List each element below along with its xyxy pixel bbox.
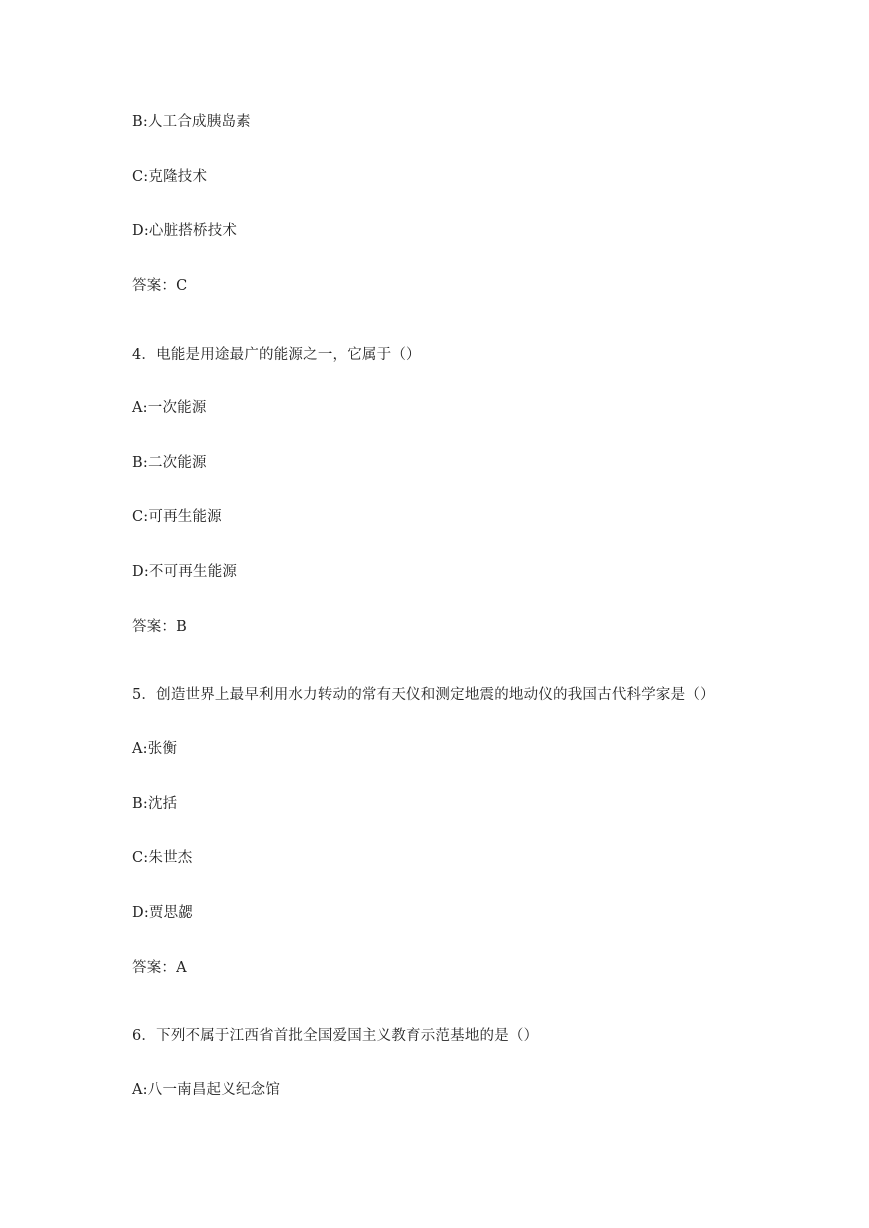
- option-c-q4: C:可再生能源: [132, 509, 222, 525]
- option-b-q3: B:人工合成胰岛素: [132, 114, 251, 130]
- option-a-q5: A:张衡: [132, 741, 178, 757]
- option-d-q5: D:贾思勰: [132, 905, 194, 921]
- question-5: 5．创造世界上最早利用水力转动的常有天仪和测定地震的地动仪的我国古代科学家是（）: [132, 687, 715, 703]
- option-c-q3: C:克隆技术: [132, 169, 208, 185]
- option-d-q3: D:心脏搭桥技术: [132, 223, 238, 239]
- question-6: 6．下列不属于江西省首批全国爱国主义教育示范基地的是（）: [132, 1028, 539, 1044]
- option-b-q4: B:二次能源: [132, 455, 207, 471]
- answer-q4: 答案：B: [132, 619, 187, 635]
- option-c-q5: C:朱世杰: [132, 850, 193, 866]
- option-b-q5: B:沈括: [132, 796, 178, 812]
- answer-q5: 答案：A: [132, 960, 187, 976]
- option-a-q4: A:一次能源: [132, 400, 207, 416]
- option-d-q4: D:不可再生能源: [132, 564, 238, 580]
- option-a-q6: A:八一南昌起义纪念馆: [132, 1082, 281, 1098]
- answer-q3: 答案：C: [132, 278, 188, 294]
- question-4: 4．电能是用途最广的能源之一，它属于（）: [132, 347, 421, 363]
